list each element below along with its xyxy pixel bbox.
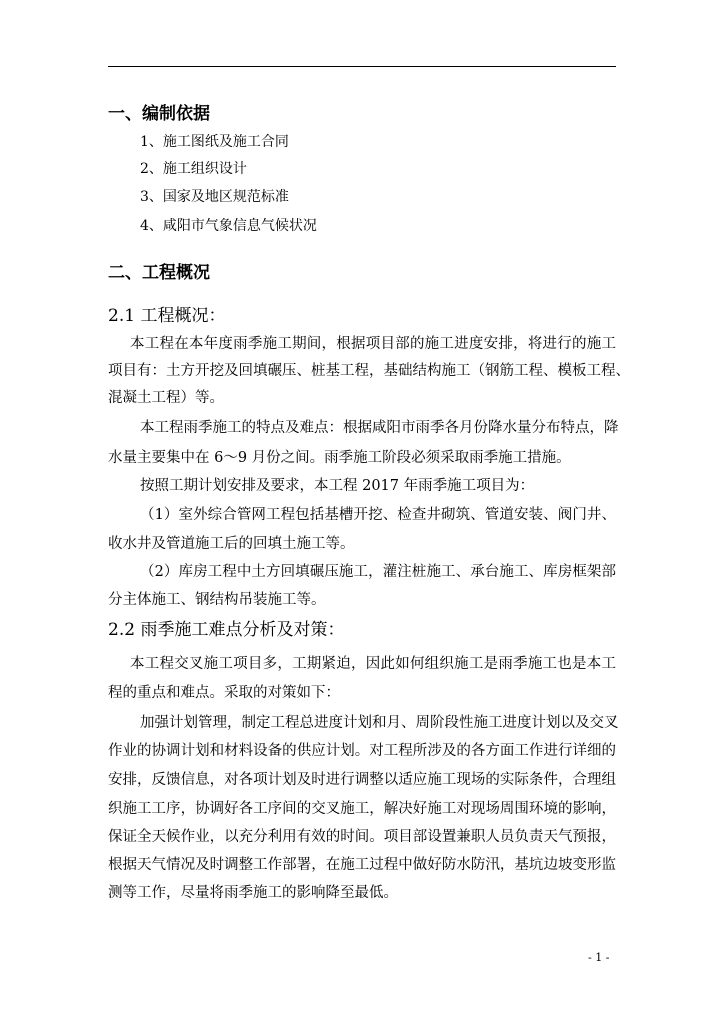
paragraph-line: 织施工工序，协调好各工序间的交叉施工，解决好施工对现场周围环境的影响， — [108, 801, 616, 817]
paragraph-line: 项目有：土方开挖及回填碾压、桩基工程，基础结构施工（钢筋工程、模板工程、 — [108, 363, 630, 379]
paragraph-line: 作业的协调计划和材料设备的供应计划。对工程所涉及的各方面工作进行详细的 — [108, 743, 616, 759]
paragraph-line: 本工程雨季施工的特点及难点：根据咸阳市雨季各月份降水量分布特点，降 — [140, 420, 619, 436]
paragraph-line: 收水井及管道施工后的回填土施工等。 — [108, 536, 355, 552]
basis-item-2: 2、施工组织设计 — [140, 161, 247, 177]
paragraph-line: 水量主要集中在 6～9 月份之间。雨季施工阶段必须采取雨季施工措施。 — [108, 450, 571, 466]
section-heading-basis: 一、编制依据 — [108, 104, 210, 124]
paragraph-line: 保证全天候作业，以充分利用有效的时间。项目部设置兼职人员负责天气预报， — [108, 829, 616, 845]
paragraph-line: 分主体施工、钢结构吊装施工等。 — [108, 592, 326, 608]
paragraph-line: 程的重点和难点。采取的对策如下： — [108, 685, 340, 701]
paragraph-line: 本工程交叉施工项目多，工期紧迫，因此如何组织施工是雨季施工也是本工 — [130, 656, 616, 672]
paragraph-line: 本工程在本年度雨季施工期间，根据项目部的施工进度安排，将进行的施工 — [130, 336, 616, 352]
section-heading-overview: 二、工程概况 — [108, 263, 210, 283]
paragraph-line: 混凝土工程）等。 — [108, 390, 224, 406]
header-rule — [108, 66, 616, 67]
paragraph-line: 按照工期计划安排及要求，本工程 2017 年雨季施工项目为： — [140, 478, 535, 494]
paragraph-line: （2）库房工程中土方回填碾压施工，灌注桩施工、承台施工、库房框架部 — [140, 564, 616, 580]
paragraph-line: 测等工作，尽量将雨季施工的影响降至最低。 — [108, 885, 398, 901]
subheading-2-1: 2.1 工程概况： — [108, 306, 226, 326]
paragraph-line: 安排，反馈信息，对各项计划及时进行调整以适应施工现场的实际条件，合理组 — [108, 772, 616, 788]
basis-item-1: 1、施工图纸及施工合同 — [140, 134, 289, 150]
basis-item-3: 3、国家及地区规范标准 — [140, 189, 289, 205]
basis-item-4: 4、咸阳市气象信息气候状况 — [140, 218, 317, 234]
page-number: - 1 - — [588, 951, 610, 964]
paragraph-line: 根据天气情况及时调整工作部署，在施工过程中做好防水防汛，基坑边坡变形监 — [108, 857, 616, 873]
subheading-2-2: 2.2 雨季施工难点分析及对策： — [108, 620, 345, 640]
paragraph-line: （1）室外综合管网工程包括基槽开挖、检查井砌筑、管道安装、阀门井、 — [140, 507, 616, 523]
paragraph-line: 加强计划管理，制定工程总进度计划和月、周阶段性施工进度计划以及交叉 — [140, 715, 619, 731]
